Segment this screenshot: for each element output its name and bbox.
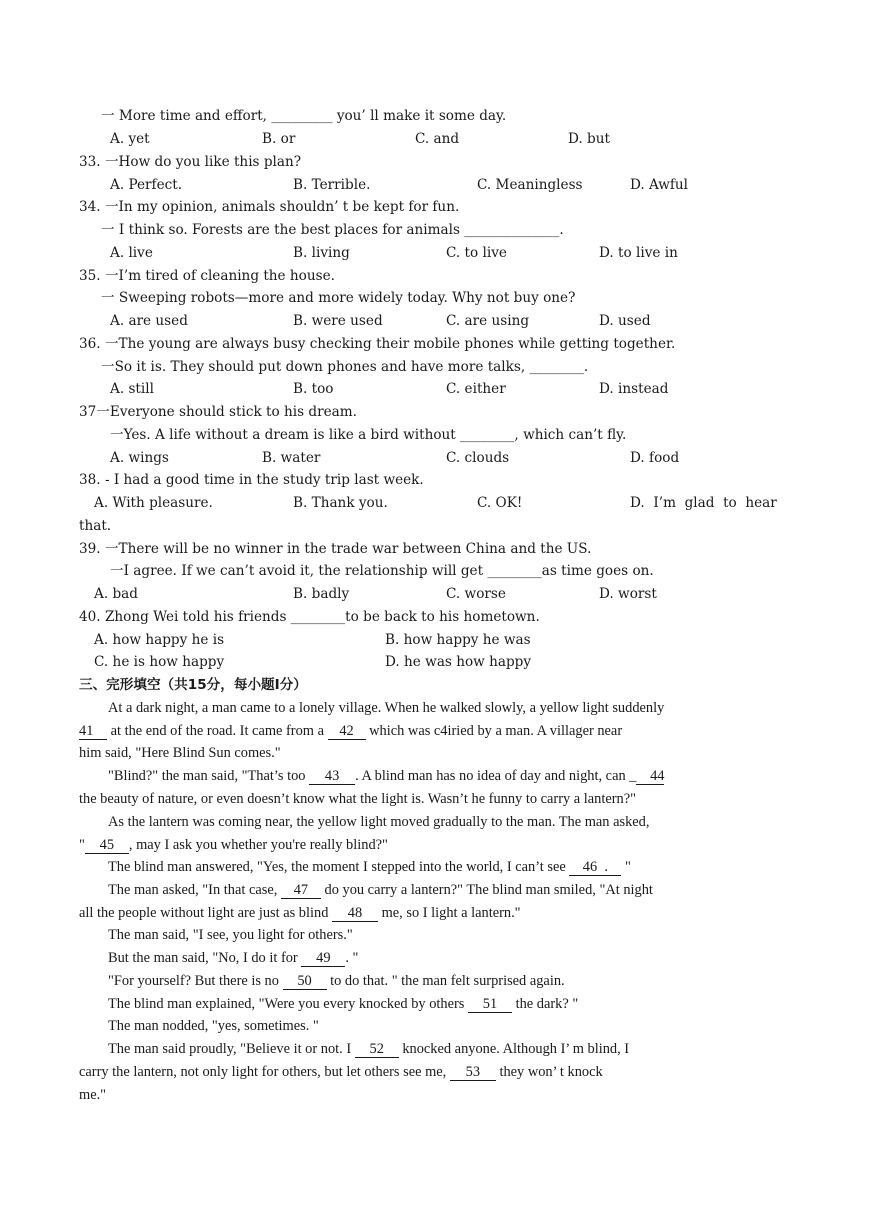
question-37-response: 一Yes. A life without a dream is like a bird without ________, which can’t fly. — [110, 427, 627, 443]
passage-line-15: The man nodded, "yes, sometimes. " — [108, 1018, 319, 1034]
passage-line-6: As the lantern was coming near, the yellow light moved gradually to the man. The man asked, — [108, 814, 650, 830]
passage-line-12: But the man said, "No, I do it for 49 . " — [108, 950, 359, 966]
question-39-prompt: 39. 一There will be no winner in the trade war between China and the US. — [79, 541, 592, 557]
question-39-option-c: C. worse — [446, 586, 506, 602]
question-39-option-d: D. worst — [599, 586, 657, 602]
passage-line-16: The man said proudly, "Believe it or not. I 52 knocked anyone. Although I’ m blind, I — [108, 1041, 630, 1057]
blank-49: 49 — [301, 951, 345, 967]
question-34-option-c: C. to live — [446, 245, 507, 261]
blank-45: 45 — [85, 838, 129, 854]
question-33-option-b: B. Terrible. — [293, 177, 371, 193]
question-32-option-c: C. and — [415, 131, 460, 147]
question-37-option-a: A. wings — [110, 450, 169, 466]
blank-42: 42 — [328, 724, 366, 740]
question-36-option-d: D. instead — [599, 381, 669, 397]
question-38-option-b: B. Thank you. — [293, 495, 388, 511]
question-34-option-a: A. live — [110, 245, 153, 261]
question-35-response: 一 Sweeping robots—more and more widely today. Why not buy one? — [101, 290, 576, 306]
question-33-option-c: C. Meaningless — [477, 177, 583, 193]
question-34-prompt: 34. 一In my opinion, animals shouldn’ t be kept for fun. — [79, 199, 460, 215]
blank-51: 51 — [468, 997, 512, 1013]
passage-line-13: "For yourself? But there is no 50 to do that. " the man felt surprised again. — [108, 973, 565, 989]
passage-line-4: "Blind?" the man said, "That’s too 43 . A blind man has no idea of day and night, can _ 44 — [108, 768, 665, 784]
question-35-option-c: C. are using — [446, 313, 530, 329]
question-39-option-a: A. bad — [94, 586, 138, 602]
question-35-option-b: B. were used — [293, 313, 383, 329]
blank-50: 50 — [283, 974, 327, 990]
question-32-option-a: A. yet — [110, 131, 150, 147]
question-37-prompt: 37一Everyone should stick to his dream. — [79, 404, 357, 420]
passage-line-11: The man said, "I see, you light for others." — [108, 927, 353, 943]
passage-line-7: " 45 , may I ask you whether you're really blind?" — [79, 837, 388, 853]
passage-line-3: him said, "Here Blind Sun comes." — [79, 745, 281, 761]
question-39-response: 一I agree. If we can’t avoid it, the relationship will get ________as time goes on. — [110, 563, 654, 579]
question-36-option-c: C. either — [446, 381, 506, 397]
passage-line-9: The man asked, "In that case, 47 do you carry a lantern?" The blind man smiled, "At night — [108, 882, 653, 898]
question-35-prompt: 35. 一I’m tired of cleaning the house. — [79, 268, 335, 284]
question-40-prompt: 40. Zhong Wei told his friends ________to be back to his hometown. — [79, 609, 540, 625]
passage-line-17: carry the lantern, not only light for others, but let others see me, 53 they won’ t knock — [79, 1064, 603, 1080]
question-37-option-b: B. water — [262, 450, 321, 466]
passage-line-2: 41 at the end of the road. It came from a 42 which was c4iried by a man. A villager near — [79, 723, 623, 739]
section-heading: 三、完形填空（共15分，每小题I分） — [79, 677, 307, 693]
question-36-response: 一So it is. They should put down phones and have more talks, ________. — [101, 359, 589, 375]
question-38-prompt: 38. - I had a good time in the study trip last week. — [79, 472, 424, 488]
question-32-option-d: D. but — [568, 131, 610, 147]
passage-line-18: me." — [79, 1087, 107, 1103]
blank-53: 53 — [450, 1065, 496, 1081]
question-35-option-a: A. are used — [110, 313, 188, 329]
question-33-option-d: D. Awful — [630, 177, 689, 193]
question-38-option-c: C. OK! — [477, 495, 523, 511]
question-36-option-b: B. too — [293, 381, 334, 397]
question-40-option-a: A. how happy he is — [94, 632, 225, 648]
question-34-option-d: D. to live in — [599, 245, 678, 261]
question-35-option-d: D. used — [599, 313, 651, 329]
question-40-option-d: D. he was how happy — [385, 654, 532, 670]
question-38-option-d-wrap: that. — [79, 518, 112, 534]
question-32-prompt: 一 More time and effort, _________ you’ ll make it some day. — [101, 108, 507, 124]
question-38-option-d: D. I’m glad to hear — [630, 495, 777, 511]
question-39-option-b: B. badly — [293, 586, 350, 602]
question-33-option-a: A. Perfect. — [110, 177, 183, 193]
blank-44: 44 — [636, 769, 664, 785]
question-38-option-a: A. With pleasure. — [94, 495, 213, 511]
question-40-option-b: B. how happy he was — [385, 632, 531, 648]
blank-48: 48 — [332, 906, 378, 922]
passage-line-5: the beauty of nature, or even doesn’t know what the light is. Wasn’t he funny to carry a lantern?" — [79, 791, 636, 807]
question-37-option-d: D. food — [630, 450, 680, 466]
blank-47: 47 — [281, 883, 321, 899]
blank-41: 41 — [79, 724, 107, 740]
blank-43: 43 — [309, 769, 355, 785]
question-33-prompt: 33. 一How do you like this plan? — [79, 154, 302, 170]
question-36-prompt: 36. 一The young are always busy checking their mobile phones while getting together. — [79, 336, 676, 352]
question-34-option-b: B. living — [293, 245, 350, 261]
question-40-option-c: C. he is how happy — [94, 654, 225, 670]
passage-line-14: The blind man explained, "Were you every knocked by others 51 the dark? " — [108, 996, 579, 1012]
question-32-option-b: B. or — [262, 131, 296, 147]
question-36-option-a: A. still — [110, 381, 154, 397]
question-37-option-c: C. clouds — [446, 450, 510, 466]
passage-line-10: all the people without light are just as blind 48 me, so I light a lantern." — [79, 905, 521, 921]
blank-46: 46 . — [569, 860, 621, 876]
passage-line-1: At a dark night, a man came to a lonely village. When he walked slowly, a yellow light suddenly — [108, 700, 665, 716]
passage-line-8: The blind man answered, "Yes, the moment I stepped into the world, I can’t see 46 . " — [108, 859, 631, 875]
blank-52: 52 — [355, 1042, 399, 1058]
question-34-response: 一 I think so. Forests are the best places for animals ______________. — [101, 222, 564, 238]
